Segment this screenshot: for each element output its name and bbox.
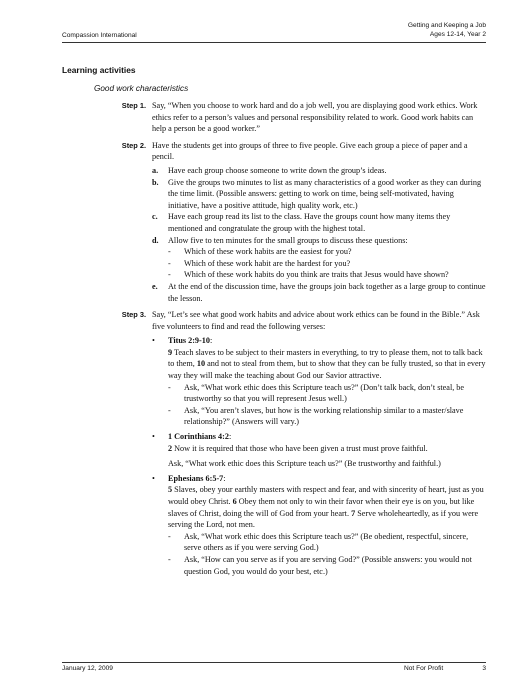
header-rule [62,42,486,43]
list-item [152,235,486,281]
verse-reference: Ephesians 6:5-7 [168,473,224,483]
dash-item [168,531,486,554]
bullet-marker: • [152,336,155,346]
verse-reference: 1 Corinthians 4:2 [168,432,229,442]
verse-block: • Titus 2:9-10: 9 Teach slaves to be subject to their masters in everything, to try to please them, not to talk back to them, 10 and not to steal from them, but to show that they can be fully trusted, so that in every way they will make the teaching about God our Savior attractive. - Ask, “What work ethic does this Scripture teach us?” (Don’t talk back, don’t steal, be trustworthy so that you will represent Jesus well.) - Ask, “You aren’t slaves, but how is the working relationship similar to a master/slave relationship?” (Answers will vary.) [152,336,486,427]
list-item-text: Have each group read its list to the class. Have the groups count how many items they mentioned and congratulate the group with the highest total. [168,212,451,233]
dash-item [168,269,486,281]
dash-list [168,382,486,428]
list-item-text: At the end of the discussion time, have the groups join back together as a large group to continue the lesson. [168,281,486,303]
footer-date: January 12, 2009 [62,665,113,672]
step-text: Have the students get into groups of three to five people. Give each group a piece of paper and a pencil. [152,140,468,162]
step-label: Step 1. [121,101,146,110]
list-item [152,281,486,304]
dash-item-text: Which of these work habit are the hardest for you? [184,258,351,268]
bullet-marker: • [152,473,155,483]
dash-marker: - [168,405,171,415]
verse-number: 10 [196,359,206,369]
step-2 [62,140,486,304]
dash-marker: - [168,531,171,541]
step-text: Say, “When you choose to work hard and do a job well, you are displaying good work ethics. Work ethics refer to a person’s values and personal responsibility related to work. Good work habits can help a person be a good worker.” [152,101,478,134]
dash-item-text: Which of these work habits do you think are traits that Jesus would have shown? [184,270,449,280]
dash-marker: - [168,270,171,280]
header-title-line2: Ages 12-14, Year 2 [429,30,486,38]
verse-text: 2 Now it is required that those who have been given a trust must prove faithful. [168,443,428,453]
header-title-line1: Getting and Keeping a Job [407,22,486,29]
dash-item [168,258,486,270]
dash-item [168,246,486,258]
step-3 [62,309,486,577]
verse-question: Ask, “What work ethic does this Scripture teach us?” (Be trustworthy and faithful.) [168,459,441,469]
step-label: Step 3. [121,310,146,320]
list-item [152,177,486,212]
dash-marker: - [168,258,171,268]
verse-reference: Titus 2:9-10 [168,336,210,346]
verse-text: 5 Slaves, obey your earthly masters with respect and fear, and with sincerity of heart, just as you would obey Christ. 6 Obey them not only to win their favor when their eye is on you, but like slaves of Christ, doing the will of God from your heart. 7 Serve wholeheartedly, as if you were serving the Lord, not men. [168,485,484,530]
verse-number: 5 [168,485,173,495]
dash-item-text: Ask, “What work ethic does this Scripture teach us?” (Be obedient, respectful, sincere, serve others as if you were serving God.) [184,531,469,553]
header-org: Compassion International [62,32,137,39]
list-marker: c. [152,212,158,222]
list-item-text: Allow five to ten minutes for the small groups to discuss these questions: [168,235,408,245]
verse-block: • Ephesians 6:5-7: 5 Slaves, obey your earthly masters with respect and fear, and with sincerity of heart, just as you would obey Christ. 6 Obey them not only to win their favor when their eye is on you, but like slaves of Christ, doing the will of God from your heart. 7 Serve wholeheartedly, as if you were serving the Lord, not men. - Ask, “What work ethic does this Scripture teach us?” (Be obedient, respectful, sincere, serve others as if you were serving God.) - Ask, “How can you serve as if you are serving God?” (Possible answers: you would not question God, you would do your best, etc.) [152,473,486,577]
verse-number: 9 [168,347,173,357]
list-marker: d. [152,235,159,245]
step-label: Step 2. [121,140,146,150]
footer-note: Not For Profit [404,665,444,672]
verse-number: 6 [232,497,237,506]
verse-number: 7 [351,508,356,518]
header-title [408,22,486,39]
footer-rule [62,662,486,663]
page-number: 3 [482,665,486,672]
list-marker: b. [152,177,159,187]
list-marker: a. [152,165,159,175]
dash-marker: - [168,247,171,257]
dash-marker: - [168,554,171,564]
verse-number: 2 [168,443,173,453]
dash-item-text: Ask, “You aren’t slaves, but how is the working relationship similar to a master/slave relationship?” (Answers will vary.) [184,405,464,427]
verse-text: 9 Teach slaves to be subject to their masters in everything, to try to please them, not to talk back to them, 10 and not to steal from them, but to show that they can be fully trusted, so that in every way they will make the teaching about God our Savior attractive. [168,347,486,381]
dash-item-text: Which of these work habits are the easiest for you? [184,247,352,257]
steps-container [62,100,486,582]
dash-item [168,382,486,405]
list-item [152,165,486,177]
dash-item-text: Ask, “What work ethic does this Scripture teach us?” (Don’t talk back, don’t steal, be trustworthy so that you will represent Jesus well.) [184,382,465,404]
verse-block: • 1 Corinthians 4:2: 2 Now it is required that those who have been given a trust must prove faithful. Ask, “What work ethic does this Scripture teach us?” (Be trustworthy and faithful.) [152,431,486,470]
list-item-text: Have each group choose someone to write down the group’s ideas. [168,165,387,175]
dash-list [168,246,486,281]
list-item-text: Give the groups two minutes to list as many characteristics of a good worker as they can during the time limit. (Possible answers: getting to work on time, being self-motivated, having initiative, have a positive attitude, high quality work, etc.) [168,177,482,210]
lettered-list [152,165,486,304]
dash-marker: - [168,382,171,392]
step-1 [62,100,486,135]
dash-item [168,405,486,428]
dash-item-text: Ask, “How can you serve as if you are serving God?” (Possible answers: you would not question God, you would do your best, etc.) [184,554,472,576]
dash-item [168,554,486,577]
section-title: Learning activities [62,65,136,75]
subsection-title: Good work characteristics [94,84,189,93]
step-text: Say, “Let’s see what good work habits and advice about work ethics can be found in the Bible.” Ask five volunteers to find and read the following verses: [152,310,480,331]
list-item [152,211,486,234]
dash-list [168,531,486,577]
bullet-marker: • [152,432,155,442]
list-marker: e. [152,281,158,291]
